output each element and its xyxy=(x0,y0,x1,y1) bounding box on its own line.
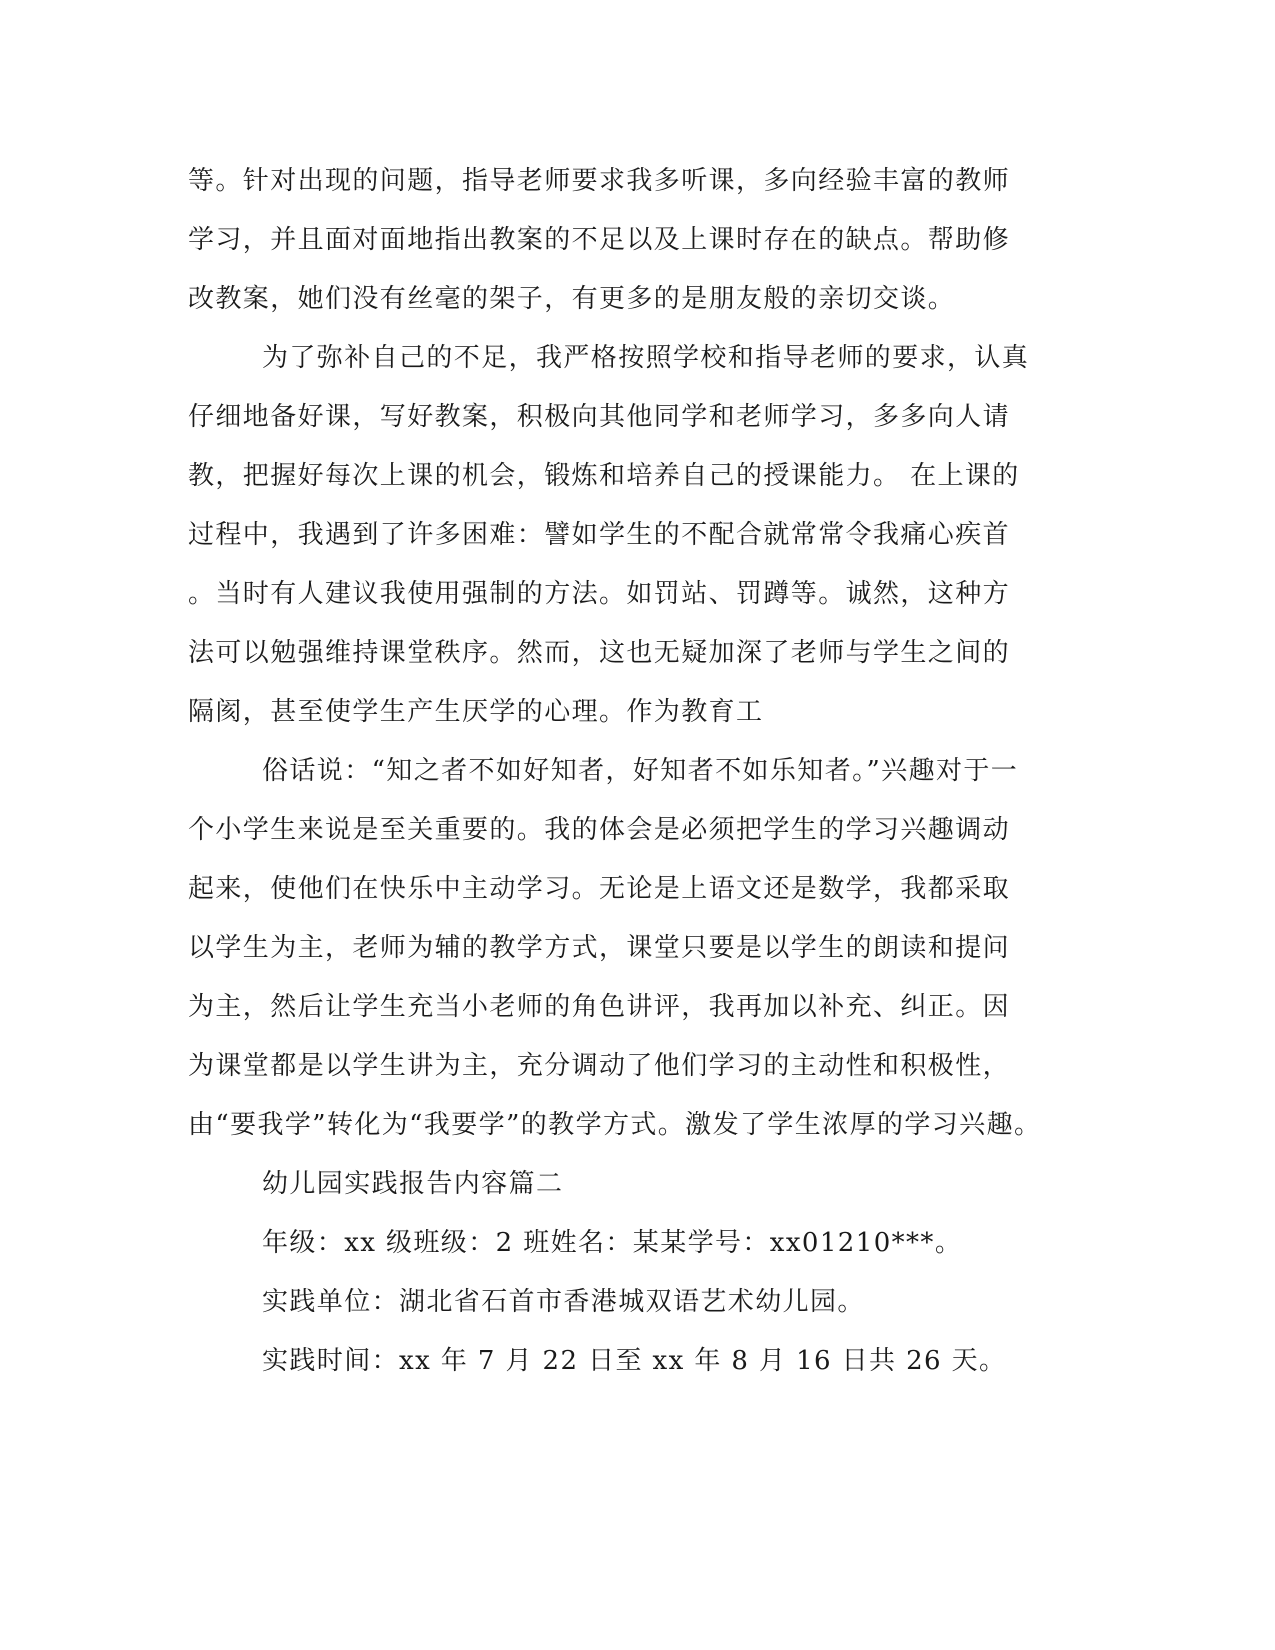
paragraph-1-line-1: 等。针对出现的问题，指导老师要求我多听课，多向经验丰富的教师 xyxy=(188,166,1011,196)
practice-time-line: 实践时间：xx 年 7 月 22 日至 xx 年 8 月 16 日共 26 天。 xyxy=(262,1346,1007,1376)
paragraph-2-line-2: 仔细地备好课，写好教案，积极向其他同学和老师学习，多多向人请 xyxy=(188,402,1011,432)
paragraph-3-line-6: 为课堂都是以学生讲为主，充分调动了他们学习的主动性和积极性， xyxy=(188,1051,1011,1081)
section-title: 幼儿园实践报告内容篇二 xyxy=(262,1169,564,1199)
paragraph-2-line-7: 隔阂，甚至使学生产生厌学的心理。作为教育工 xyxy=(188,697,764,727)
student-info-line: 年级：xx 级班级：2 班姓名：某某学号：xx01210***。 xyxy=(262,1228,963,1258)
paragraph-2-line-3: 教，把握好每次上课的机会，锻炼和培养自己的授课能力。 在上课的 xyxy=(188,461,1020,491)
paragraph-3-line-4: 以学生为主，老师为辅的教学方式，课堂只要是以学生的朗读和提问 xyxy=(188,933,1011,963)
paragraph-3-line-5: 为主，然后让学生充当小老师的角色讲评，我再加以补充、纠正。因 xyxy=(188,992,1011,1022)
paragraph-3-line-7: 由“要我学”转化为“我要学”的教学方式。激发了学生浓厚的学习兴趣。 xyxy=(188,1110,1042,1140)
paragraph-3-line-3: 起来，使他们在快乐中主动学习。无论是上语文还是数学，我都采取 xyxy=(188,874,1011,904)
paragraph-2-line-6: 法可以勉强维持课堂秩序。然而，这也无疑加深了老师与学生之间的 xyxy=(188,638,1011,668)
paragraph-1-line-2: 学习，并且面对面地指出教案的不足以及上课时存在的缺点。帮助修 xyxy=(188,225,1011,255)
paragraph-2-line-4: 过程中，我遇到了许多困难：譬如学生的不配合就常常令我痛心疾首 xyxy=(188,520,1011,550)
paragraph-2-line-5: 。当时有人建议我使用强制的方法。如罚站、罚蹲等。诚然，这种方 xyxy=(188,579,1011,609)
practice-unit-line: 实践单位：湖北省石首市香港城双语艺术幼儿园。 xyxy=(262,1287,865,1317)
paragraph-3-line-2: 个小学生来说是至关重要的。我的体会是必须把学生的学习兴趣调动 xyxy=(188,815,1011,845)
paragraph-2-line-1: 为了弥补自己的不足，我严格按照学校和指导老师的要求，认真 xyxy=(262,343,1030,373)
paragraph-3-line-1: 俗话说：“知之者不如好知者，好知者不如乐知者。”兴趣对于一 xyxy=(262,756,1019,786)
paragraph-1-line-3: 改教案，她们没有丝毫的架子，有更多的是朋友般的亲切交谈。 xyxy=(188,284,956,314)
